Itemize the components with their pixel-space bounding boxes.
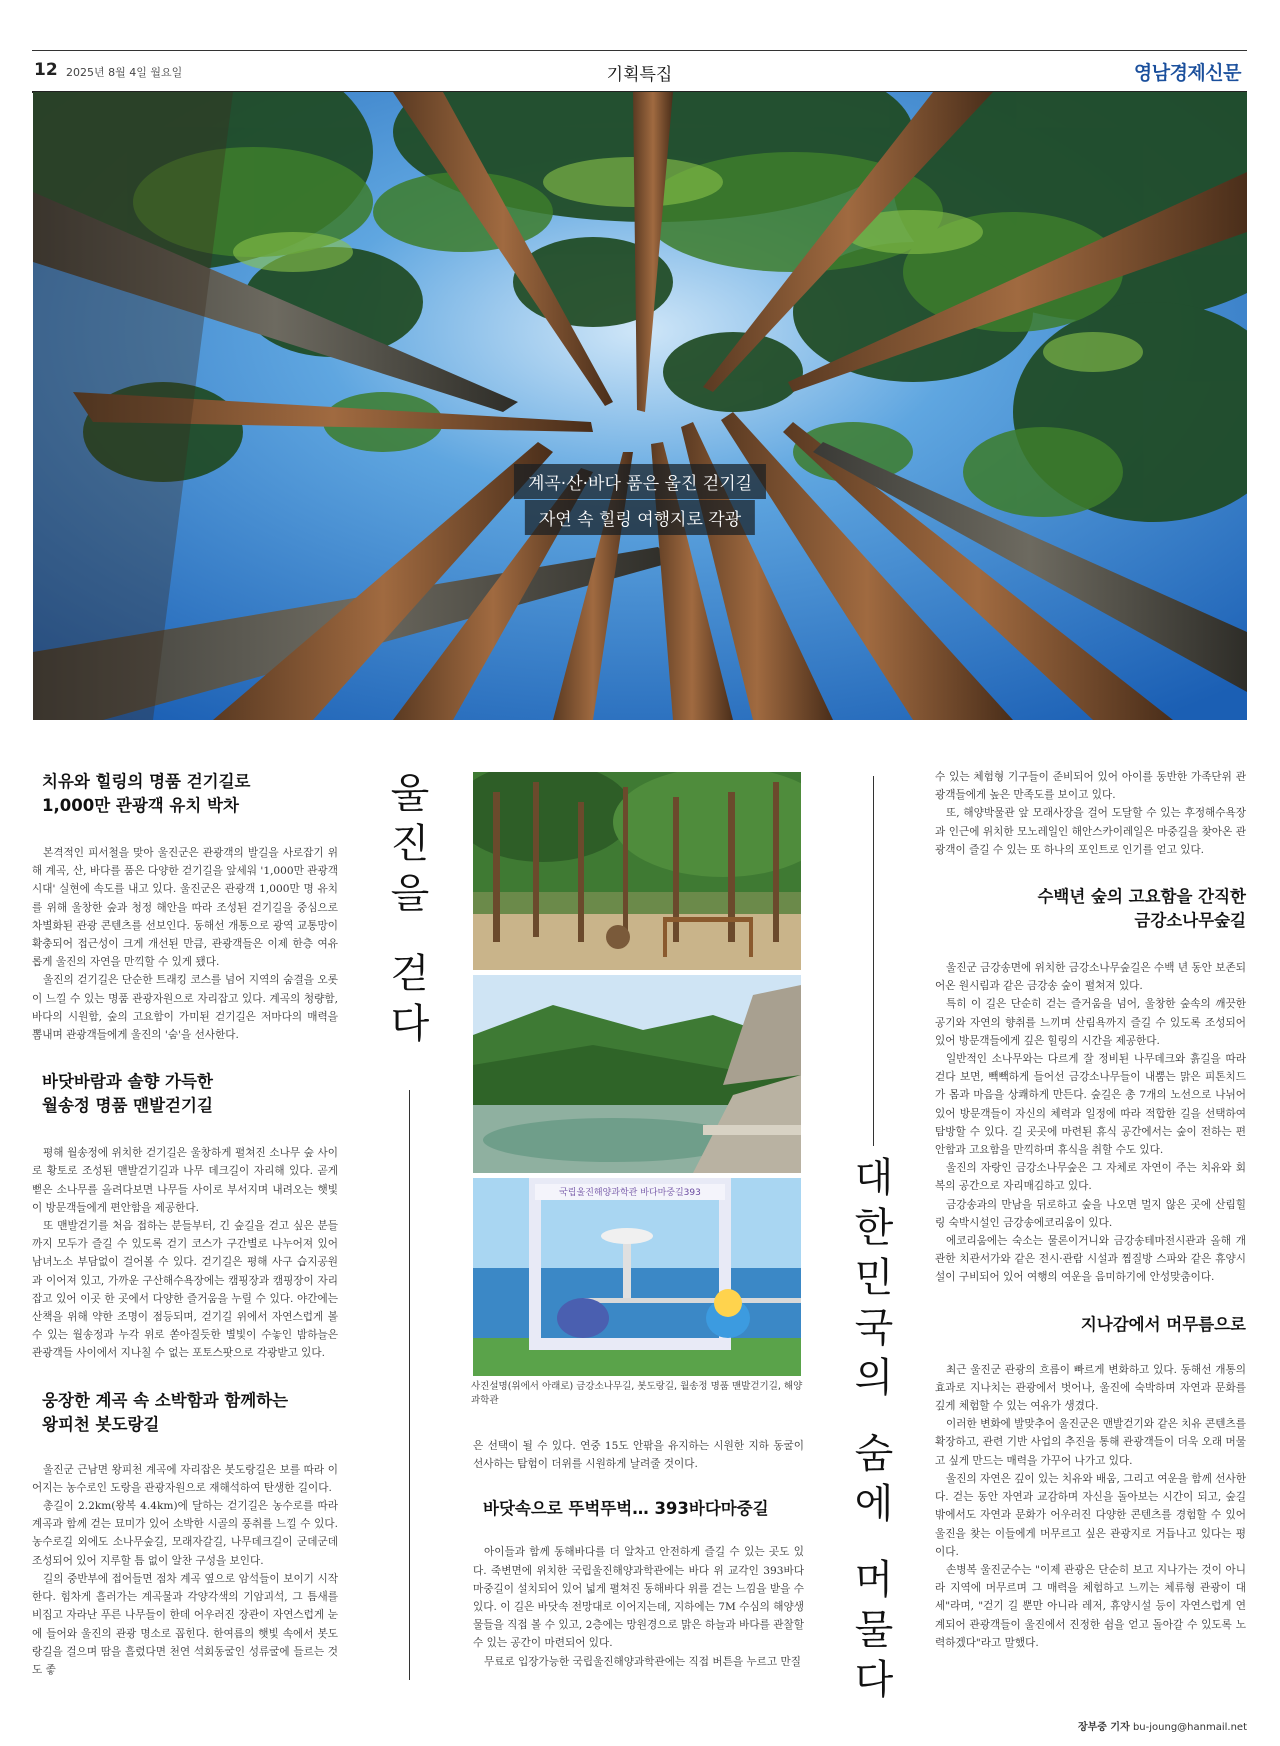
page-number: 12 [34,60,58,80]
hero-caption-line2: 자연 속 힐링 여행지로 각광 [525,500,755,535]
hero-caption-line1: 계곡·산·바다 품은 울진 걷기길 [514,464,766,499]
paragraph: 일반적인 소나무와는 다르게 잘 정비된 나무데크와 흙길을 따라 걷다 보면, 빽빽하게 들어선 금강소나무들이 내뿜는 맑은 피톤치드가 몸과 마음을 상쾌하게 만든다. 숲길은 총 7개의 노선으로 나뉘어 있어 방문객들이 자신의 체력과 일정에 따라 적합한 길을 선택하여 탐방할 수 있다. 길 곳곳에 마련된 휴식 공간에서는 숲이 전하는 편안함과 고요함을 만끽하며 휴식을 취할 수도 있다. [935,1053,1246,1157]
paragraph: 길의 중반부에 접어들면 점차 계곡 옆으로 암석들이 보이기 시작한다. 힘차게 흘러가는 계곡물과 각양각색의 기암괴석, 그 틈새를 비집고 자라난 푸른 나무들이 한데 어우러진 장관이 자연스럽게 눈에 들어와 울진의 관광 명소로 꼽힌다. 한여름의 햇빛 속에서 봇도랑길을 걸으며 땀을 흘렸다면 천연 석회동굴인 성류굴에 들르는 것도 좋 [32,1572,338,1676]
reporter-email[interactable]: bu-joung@hanmail.net [1132,1722,1247,1733]
hero-photo-pine-forest [33,92,1247,720]
reporter-name: 장부중 기자 [1077,1722,1130,1733]
subheading-393-sea-walkway: 바닷속으로 뚜벅뚜벅… 393바다마중길 [483,1499,769,1519]
photo-pine-forest-trail [473,772,801,970]
photo-caption: 사진설명(위에서 아래로) 금강소나무길, 봇도랑길, 월송정 명품 맨발걷기길, 해양과학관 [471,1381,803,1406]
divider-line [409,1090,410,1680]
paragraph: 아이들과 함께 동해바다를 더 알차고 안전하게 즐길 수 있는 곳도 있다. 죽변면에 위치한 국립울진해양과학관에는 바다 위 교각인 393바다마중길이 설치되어 있어 넓게 펼쳐진 동해바다 위를 걷는 느낌을 받을 수 있다. 이 길은 바닷속 전망대로 이어지는데, 지하에는 7M 수심의 해양생물들을 직접 볼 수 있고, 2층에는 망원경으로 맑은 하늘과 바다를 관찰할 수 있는 공간이 마련되어 있다. [473,1546,804,1650]
article-left-column [32,770,338,1679]
paragraph: 또, 해양박물관 앞 모래사장을 걸어 도달할 수 있는 후정해수욕장과 인근에 위치한 모노레일인 해안스카이레일은 마중길을 찾아온 관광객이 즐길 수 있는 또 하나의 포인트로 인기를 얻고 있다. [935,807,1247,856]
photo-botdorang-valley [473,975,801,1173]
section-title: 기획특집 [606,65,673,85]
paragraph: 본격적인 피서철을 맞아 울진군은 관광객의 발길을 사로잡기 위해 계곡, 산, 바다를 품은 다양한 걷기길을 앞세워 '1,000만 관광객 시대' 실현에 속도를 내고 있다. 울진군은 관광객 1,000만 명 유치를 위해 울창한 숲과 청정 해안을 따라 조성된 걷기길을 중심으로 차별화된 관광 콘텐츠를 선보인다. 동해선 개통으로 광역 교통망이 확충되어 접근성이 크게 개선된 만큼, 관광객들은 이제 한층 여유롭게 울진의 자연을 만끽할 수 있게 됐다. [32,847,338,969]
paragraph: 무료로 입장가능한 국립울진해양과학관에는 직접 버튼을 누르고 만질 [484,1655,801,1668]
paragraph: 수 있는 체험형 기구들이 준비되어 있어 아이를 동반한 가족단위 관광객들에게 높은 만족도를 보이고 있다. [935,771,1246,802]
reporter-byline [1078,1718,1247,1733]
subheading-geumgang-pine-forest: 수백년 숲의 고요함을 간직한 금강소나무숲길 [1037,887,1246,931]
paragraph: 이러한 변화에 발맞추어 울진군은 맨발걷기와 같은 치유 콘텐츠를 확장하고, 관련 기반 사업의 추진을 통해 관광객들이 더욱 오래 머물고 싶게 만드는 매력을 가꾸어 나가고 있다. [935,1418,1246,1467]
paragraph: 울진의 자랑인 금강소나무숲은 그 자체로 자연이 주는 치유와 회복의 공간으로 자리매김하고 있다. [935,1162,1246,1193]
paragraph: 울진의 자연은 깊이 있는 치유와 배움, 그리고 여운을 함께 선사한다. 걷는 동안 자연과 교감하며 자신을 돌아보는 시간이 되고, 숲길 밖에서도 자연과 문화가 어우러진 다양한 콘텐츠를 경험할 수 있어 울진을 찾는 이들에게 머무르고 싶은 관광지로 거듭나고 있다는 평이다. [935,1472,1246,1558]
subheading-wolsongjeong: 바닷바람과 솔향 가득한 월송정 명품 맨발걷기길 [42,1072,213,1116]
paragraph: 또 맨발걷기를 처음 접하는 분들부터, 긴 숲길을 걷고 싶은 분들까지 모두가 즐길 수 있도록 걷기 코스가 구간별로 나누어져 있어 남녀노소 부담없이 걸어볼 수 있다. 걷기길은 평해 사구 습지공원과 이어져 있고, 가까운 구산해수욕장에는 캠핑장과 캠핑장이 자리잡고 있어 이곳 한 곳에서 다양한 즐거움을 누릴 수 있다. 야간에는 산책을 위해 약한 조명이 점등되며, 걷기길 위에서 자연스럽게 볼 수 있는 월송정과 누각 위로 쏟아질듯한 별빛이 수놓인 밤하늘은 관광객들 사이에서 지나칠 수 없는 포토스팟으로 각광받고 있다. [32,1220,338,1360]
paragraph: 에코리움에는 숙소는 물론이거니와 금강송테마전시관과 올해 개관한 치관서가와 같은 전시·관람 시설과 찜질방 스파와 같은 휴양시설이 구비되어 있어 여행의 여운을 음미하기에 안성맞춤이다. [935,1235,1246,1284]
paragraph: 평해 월송정에 위치한 걷기길은 울창하게 펼쳐진 소나무 숲 사이로 황토로 조성된 맨발걷기길과 나무 데크길이 자리해 있다. 곧게 뻗은 소나무를 올려다보면 나무들 사이로 부서지며 내려오는 햇빛이 방문객들에게 편안함을 제공한다. [32,1147,338,1214]
paragraph: 최근 울진군 관광의 흐름이 빠르게 변화하고 있다. 동해선 개통의 효과로 지나치는 관광에서 벗어나, 울진에 숙박하며 자연과 문화를 깊게 체험할 수 있는 여유가 생겼다. [935,1363,1246,1413]
paragraph: 울진군 근남면 왕피천 계곡에 자리잡은 봇도랑길은 보를 따라 이어지는 농수로인 도랑을 관광자원으로 재해석하여 탄생한 길이다. [32,1463,338,1494]
vertical-title-breath-of-korea: 대 한 민 국 의 숨 에 머 물 다 [854,1155,894,1703]
subheading-wangpicheon: 웅장한 계곡 속 소박함과 함께하는 왕피천 봇도랑길 [42,1390,289,1434]
paragraph: 울진의 걷기길은 단순한 트래킹 코스를 넘어 지역의 숨결을 오롯이 느낄 수 있는 명품 관광자원으로 자리잡고 있다. 계곡의 청량함, 바다의 시원함, 숲의 고요함이 가미된 걷기길은 저마다의 매력을 뽐내며 관광객들에게 울진의 '숨'을 선사한다. [32,974,338,1042]
paragraph: 특히 이 길은 단순히 걷는 즐거움을 넘어, 울창한 숲속의 깨끗한 공기와 자연의 향취를 느끼며 산림욕까지 즐길 수 있도록 조성되어 있어 방문객들에게 깊은 힐링의 시간을 제공한다. [935,998,1246,1047]
article-right-column [935,768,1246,1652]
article-middle-column [473,1437,804,1671]
subheading-from-passing-to-staying: 지나감에서 머무름으로 [1080,1314,1246,1334]
paragraph: 총길이 2.2km(왕복 4.4km)에 달하는 걷기길은 농수로를 따라 계곡과 함께 걷는 묘미가 있어 소박한 시골의 풍취를 느낄 수 있다. 농수로길 외에도 소나무숲길, 모래자갈길, 나무데크길이 군데군데 조성되어 있어 지루할 틈 없이 알찬 구성을 보인다. [32,1500,338,1567]
paragraph: 은 선택이 될 수 있다. 연중 15도 안팎을 유지하는 시원한 지하 동굴이 선사하는 탐험이 더위를 시원하게 날려줄 것이다. [473,1440,804,1471]
divider-line [873,776,874,1146]
publication-date: 2025년 8월 4일 월요일 [66,66,183,79]
sign-text: 국립울진해양과학관 바다마중길393 [559,1188,701,1198]
photo-393-sea-walkway [473,1178,801,1376]
subheading-healing-trail: 치유와 힐링의 명품 걷기길로 1,000만 관광객 유치 박차 [42,772,251,815]
paragraph: 손병복 울진군수는 "이제 관광은 단순히 보고 지나가는 것이 아니라 지역에 머무르며 그 매력을 체험하고 느끼는 체류형 관광이 대세"라며, "걷기 길 뿐만 아니라 레저, 휴양시설 등이 자연스럽게 연계되어 관광객들이 울진에서 진정한 쉼을 얻고 돌아갈 수 있도록 노력하겠다"라고 말했다. [935,1563,1246,1649]
page-header [32,50,1247,93]
newspaper-logo: 영남경제신문 [1133,62,1241,84]
paragraph: 울진군 금강송면에 위치한 금강소나무숲길은 수백 년 동안 보존되어온 원시림과 같은 금강송 숲이 펼쳐져 있다. [935,962,1246,993]
paragraph: 금강송과의 만남을 뒤로하고 숲을 나오면 멀지 않은 곳에 산림힐링 숙박시설인 금강송에코리움이 있다. [935,1198,1246,1229]
vertical-title-walk-uljin: 울 진 을 걷 다 [390,771,430,1047]
